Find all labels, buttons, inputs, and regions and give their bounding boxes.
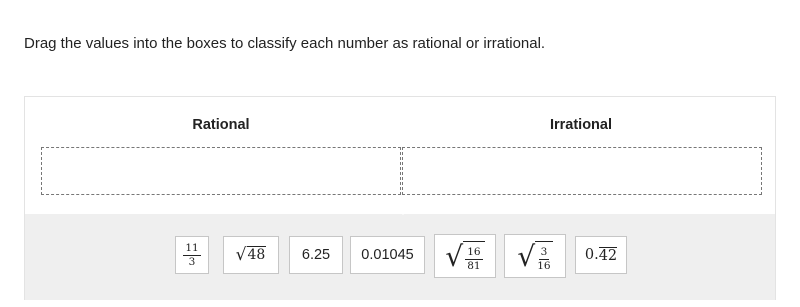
value-chip-11-over-3[interactable]	[175, 236, 209, 274]
square-root	[517, 241, 552, 271]
value-chip-0-01045[interactable]	[350, 236, 425, 274]
radical-sign: √	[235, 244, 247, 265]
fraction-numerator: 3	[540, 246, 548, 258]
rational-column-title: Rational	[192, 117, 250, 133]
fraction-denominator: 3	[188, 255, 196, 268]
radicand	[463, 241, 484, 271]
fraction	[465, 247, 482, 271]
decimal-prefix: 0.	[584, 247, 599, 263]
value-chip-sqrt-3-over-16[interactable]	[504, 234, 566, 278]
value-text: 0.01045	[361, 247, 414, 263]
fraction-denominator: 16	[537, 259, 551, 272]
radicand	[535, 241, 552, 271]
fraction-denominator: 81	[467, 259, 481, 272]
radical-sign: √	[445, 240, 464, 273]
irrational-dropzone[interactable]	[402, 147, 762, 195]
repeating-digits: 42	[598, 247, 618, 264]
classification-panel	[24, 96, 776, 300]
rational-dropzone[interactable]	[41, 147, 401, 195]
fraction	[183, 243, 200, 267]
fraction-numerator: 11	[185, 242, 199, 254]
radical-sign: √	[517, 240, 536, 273]
value-chip-6-25[interactable]	[289, 236, 343, 274]
value-text: 6.25	[301, 247, 331, 263]
square-root	[236, 246, 267, 263]
value-chip-sqrt-16-over-81[interactable]	[434, 234, 496, 278]
square-root	[445, 241, 484, 271]
tray-pointer	[394, 206, 412, 215]
fraction-numerator: 16	[467, 246, 481, 258]
value-chip-0-42-repeating[interactable]	[575, 236, 627, 274]
radicand: 48	[247, 247, 266, 264]
instructions-text: Drag the values into the boxes to classify each number as rational or irrational.	[24, 35, 546, 52]
value-chip-sqrt-48[interactable]	[223, 236, 279, 274]
fraction	[537, 247, 550, 271]
irrational-column-title: Irrational	[549, 117, 613, 133]
